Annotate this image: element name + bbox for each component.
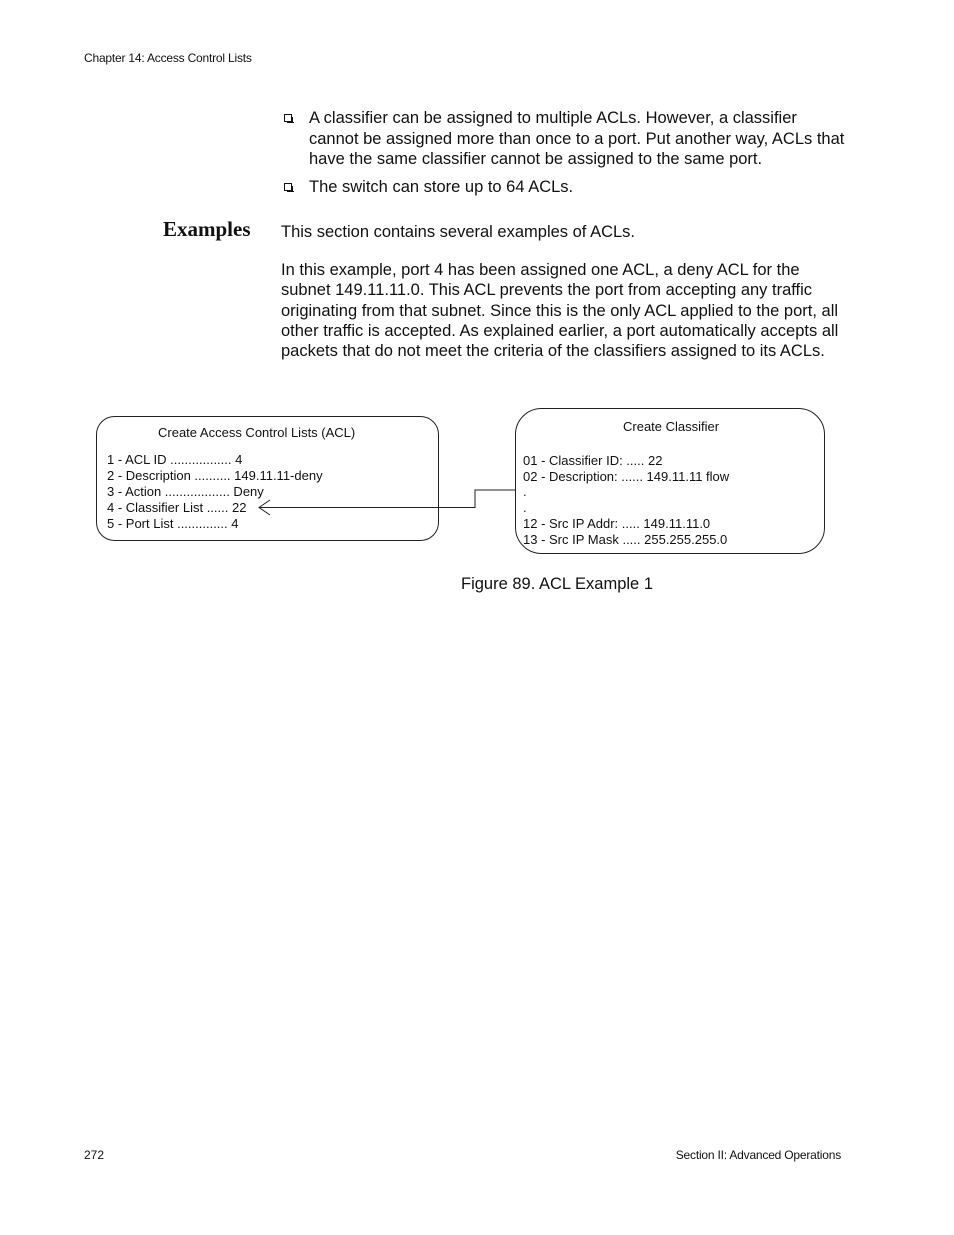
running-header: Chapter 14: Access Control Lists (84, 51, 252, 65)
running-footer: Section II: Advanced Operations (675, 1148, 841, 1162)
acl-line: 3 - Action .................. Deny (107, 484, 264, 499)
page-number: 272 (84, 1148, 105, 1162)
classifier-line: . (523, 484, 527, 499)
bullet-text: The switch can store up to 64 ACLs. (309, 177, 574, 196)
classifier-line: 12 - Src IP Addr: ..... 149.11.11.0 (523, 516, 711, 531)
section-intro: This section contains several examples of ACLs. (281, 223, 636, 241)
classifier-line: 13 - Src IP Mask ..... 255.255.255.0 (523, 532, 728, 547)
classifier-box-title: Create Classifier (623, 419, 720, 434)
acl-box-title: Create Access Control Lists (ACL) (158, 425, 356, 440)
classifier-line: 01 - Classifier ID: ..... 22 (523, 453, 663, 468)
bullet-text: A classifier can be assigned to multiple ACLs. However, a classifier cannot be assigned more than once to a port. Put another way, ACLs that have the same classifier cannot be assigned to the same port. (309, 109, 845, 168)
figure-caption: Figure 89. ACL Example 1 (461, 575, 653, 593)
connector-line (260, 490, 515, 508)
section-heading: Examples (163, 217, 251, 241)
acl-line: 4 - Classifier List ...... 22 (107, 500, 247, 515)
classifier-line: . (523, 500, 527, 515)
acl-line: 1 - ACL ID ................. 4 (107, 452, 243, 467)
example-paragraph: In this example, port 4 has been assigned one ACL, a deny ACL for the subnet 149.11.11.0. This ACL prevents the port from accepting any traffic originating from that subnet. Since this is the only ACL applied to the port, all other traffic is accepted. As explained earlier, a port automatically accepts all packets that do not meet the criteria of the classifiers assigned to its ACLs. (281, 261, 839, 361)
acl-line: 5 - Port List .............. 4 (107, 516, 239, 531)
acl-line: 2 - Description .......... 149.11.11-deny (107, 468, 323, 483)
classifier-line: 02 - Description: ...... 149.11.11 flow (523, 469, 730, 484)
